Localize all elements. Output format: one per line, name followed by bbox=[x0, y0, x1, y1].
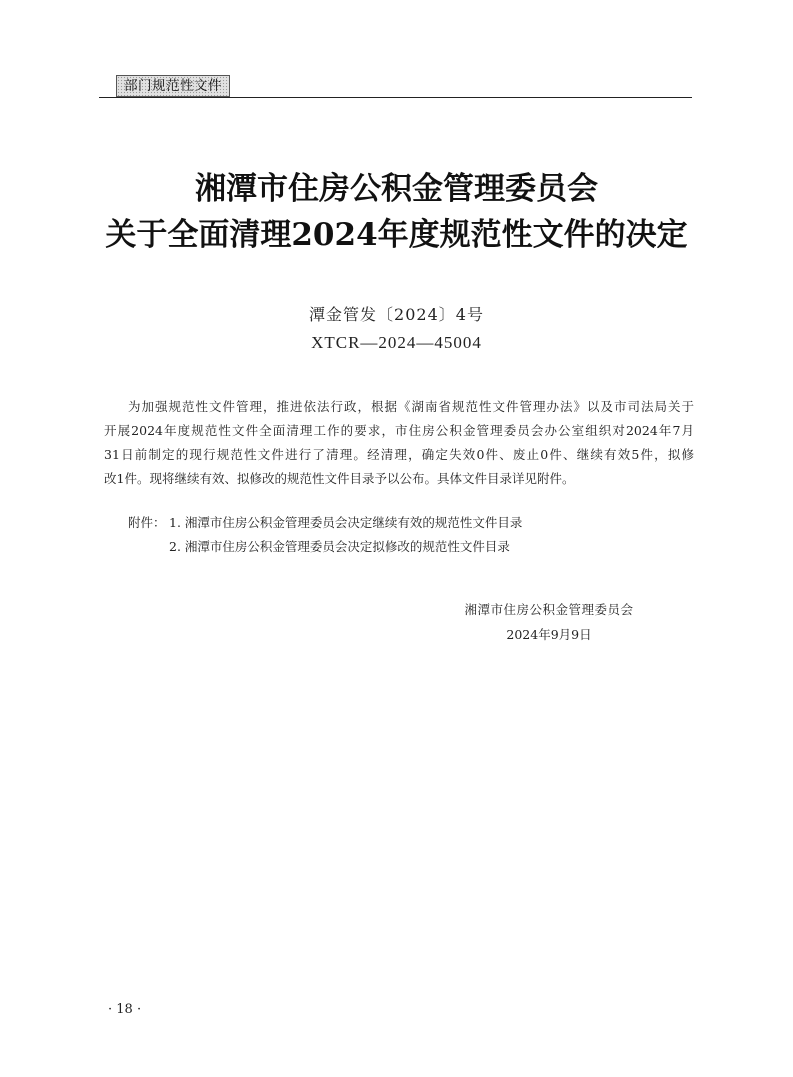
document-title-line-2: 关于全面清理2024年度规范性文件的决定 bbox=[105, 217, 688, 253]
section-label: 部门规范性文件 bbox=[116, 75, 230, 97]
header-divider bbox=[99, 97, 692, 98]
body-line: 31日前制定的现行规范性文件进行了清理。经清理，确定失效0件、废止0件、继续有效5件，拟修 bbox=[104, 447, 694, 462]
body-line: 开展2024年度规范性文件全面清理工作的要求，市住房公积金管理委员会办公室组织对2024年7月 bbox=[104, 423, 694, 438]
document-title-line-1: 湘潭市住房公积金管理委员会 bbox=[195, 171, 598, 207]
attachment-item: 1. 湘潭市住房公积金管理委员会决定继续有效的规范性文件目录 bbox=[169, 515, 523, 530]
attachments-label: 附件： bbox=[128, 515, 166, 530]
body-line: 为加强规范性文件管理，推进依法行政，根据《湖南省规范性文件管理办法》以及市司法局关于 bbox=[128, 399, 694, 414]
signing-date: 2024年9月9日 bbox=[506, 627, 592, 642]
attachment-item: 2. 湘潭市住房公积金管理委员会决定拟修改的规范性文件目录 bbox=[169, 539, 510, 554]
issuance-number: 潭金管发〔2024〕4号 bbox=[309, 305, 484, 324]
page-number: · 18 · bbox=[108, 1002, 142, 1017]
signing-organization: 湘潭市住房公积金管理委员会 bbox=[464, 602, 634, 617]
body-line: 改1件。现将继续有效、拟修改的规范性文件目录予以公布。具体文件目录详见附件。 bbox=[104, 471, 575, 486]
registration-code: XTCR—2024—45004 bbox=[311, 333, 482, 352]
